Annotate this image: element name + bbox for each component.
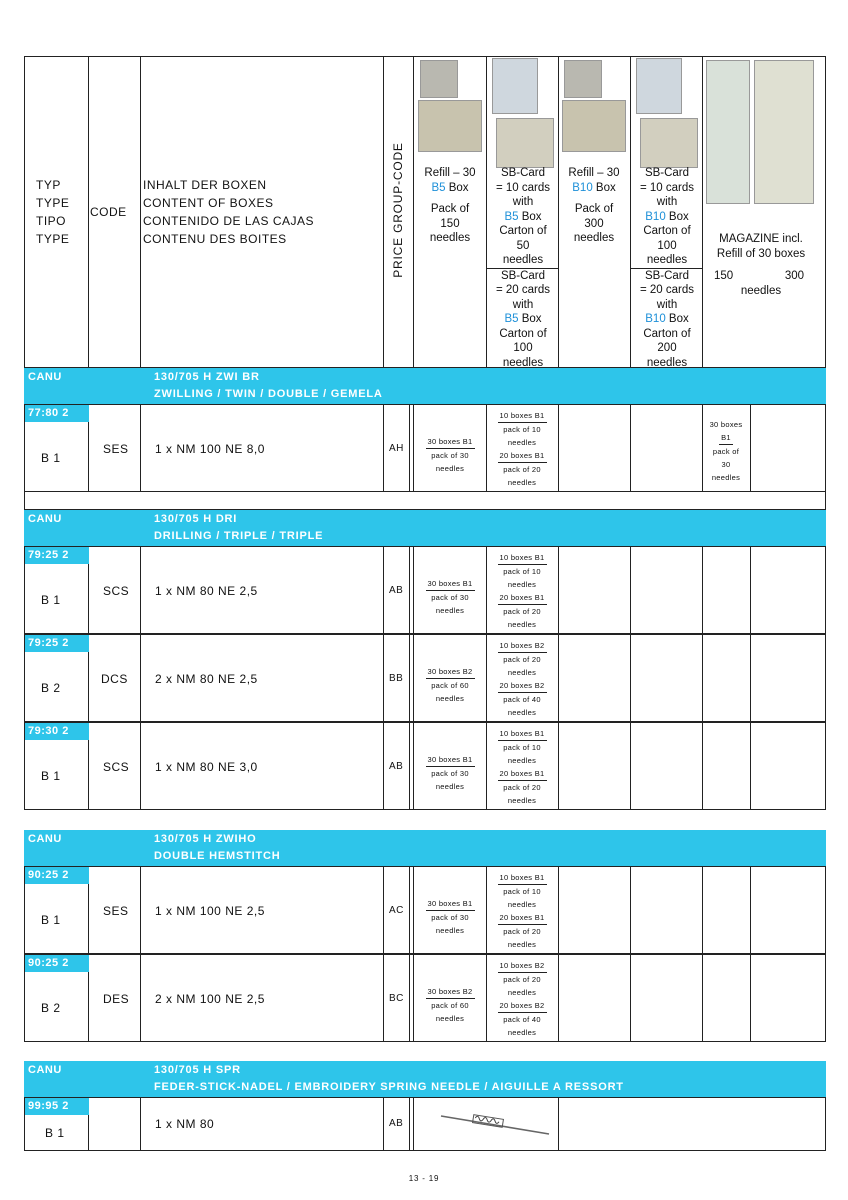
magazine-image — [706, 60, 750, 204]
sb-carton-image — [496, 118, 554, 168]
price-group-cell: BB — [389, 673, 404, 684]
type-cell: B 1 — [41, 451, 61, 465]
article-number: 90:25 2 — [25, 867, 89, 884]
code-label: CODE — [90, 205, 127, 219]
section-bar: CANU 130/705 H ZWIHO DOUBLE HEMSTITCH — [24, 830, 826, 866]
code-cell: SCS — [103, 760, 130, 774]
col2-cell: 10 boxes B1 pack of 10 needles 20 boxes B1 pack of 20 needles — [499, 411, 545, 487]
table-row — [24, 954, 826, 1042]
type-cell: B 1 — [41, 593, 61, 607]
table-row — [24, 634, 826, 722]
price-group-cell: AB — [389, 585, 404, 596]
section-bar: CANU 130/705 H DRI DRILLING / TRIPLE / TRIPLE — [24, 510, 826, 546]
content-cell: 1 x NM 80 — [155, 1117, 215, 1131]
table-row — [24, 722, 826, 810]
section-bar: CANU 130/705 H ZWI BR ZWILLING / TWIN / DOUBLE / GEMELA — [24, 368, 826, 404]
article-number: 99:95 2 — [25, 1098, 89, 1115]
article-number: 77:80 2 — [25, 405, 89, 422]
price-group-cell: AC — [389, 905, 404, 916]
code-cell: DES — [103, 992, 130, 1006]
col1-cell: 30 boxes B1 pack of 30 needles — [427, 579, 473, 615]
table-row — [24, 1097, 826, 1151]
price-group-cell: AB — [389, 761, 404, 772]
price-group-label: PRICE GROUP-CODE — [391, 142, 405, 278]
content-cell: 1 x NM 100 NE 2,5 — [155, 904, 265, 918]
needle-pack-image — [420, 60, 458, 98]
content-cell: 1 x NM 80 NE 2,5 — [155, 584, 258, 598]
article-number: 90:25 2 — [25, 955, 89, 972]
type-cell: B 2 — [41, 1001, 61, 1015]
section-bar: CANU 130/705 H SPR FEDER-STICK-NADEL / EMBROIDERY SPRING NEEDLE / AIGUILLE A RESSORT — [24, 1061, 826, 1097]
type-labels: TYP TYPE TIPO TYPE — [36, 178, 70, 246]
type-cell: B 1 — [45, 1126, 65, 1140]
col1-cell: 30 boxes B2 pack of 60 needles — [427, 667, 473, 703]
col2-cell: 10 boxes B2 pack of 20 needles 20 boxes B2 pack of 40 needles — [499, 641, 545, 717]
magazine-image — [754, 60, 814, 204]
col5-cell: 30 boxes B1 pack of 30 needles — [709, 420, 743, 482]
price-group-cell: AH — [389, 443, 404, 454]
type-cell: B 2 — [41, 681, 61, 695]
needle-pack-image — [564, 60, 602, 98]
spacer-row — [24, 492, 826, 510]
content-cell: 2 x NM 100 NE 2,5 — [155, 992, 265, 1006]
article-number: 79:25 2 — [25, 635, 89, 652]
col2-cell: 10 boxes B1 pack of 10 needles 20 boxes B1 pack of 20 needles — [499, 553, 545, 629]
col1-cell: 30 boxes B1 pack of 30 needles — [427, 437, 473, 473]
col1-cell: 30 boxes B1 pack of 30 needles — [427, 899, 473, 935]
code-cell: SES — [103, 442, 129, 456]
col2-cell: 10 boxes B1 pack of 10 needles 20 boxes B1 pack of 20 needles — [499, 729, 545, 805]
col1-cell: 30 boxes B1 pack of 30 needles — [427, 755, 473, 791]
col2-cell: 10 boxes B1 pack of 10 needles 20 boxes B1 pack of 20 needles — [499, 873, 545, 949]
code-cell: SCS — [103, 584, 130, 598]
article-number: 79:30 2 — [25, 723, 89, 740]
sb-carton-image — [640, 118, 698, 168]
type-cell: B 1 — [41, 913, 61, 927]
code-cell: DCS — [101, 672, 128, 686]
refill-box-image — [562, 100, 626, 152]
article-number: 79:25 2 — [25, 547, 89, 564]
page-number: 13 - 19 — [408, 1174, 440, 1183]
col3-header: Refill – 30 B10 Box Pack of 300 needles — [568, 167, 620, 244]
table-row — [24, 866, 826, 954]
col2-header: SB-Card = 10 cards with B5 Box Carton of 50 needles SB-Card = 20 cards with B5 Box Carton of 100 needles — [487, 166, 559, 370]
sb-card-image — [636, 58, 682, 114]
price-group-cell: BC — [389, 993, 404, 1004]
type-cell: B 1 — [41, 769, 61, 783]
col1-cell: 30 boxes B2 pack of 60 needles — [427, 987, 473, 1023]
content-cell: 2 x NM 80 NE 2,5 — [155, 672, 258, 686]
content-labels: INHALT DER BOXEN CONTENT OF BOXES CONTENIDO DE LAS CAJAS CONTENU DES BOITES — [143, 178, 315, 246]
spring-needle-icon — [437, 1108, 553, 1138]
table-row — [24, 404, 826, 492]
code-cell: SES — [103, 904, 129, 918]
content-cell: 1 x NM 80 NE 3,0 — [155, 760, 258, 774]
col1-header: Refill – 30 B5 Box Pack of 150 needles — [424, 167, 476, 244]
col4-header: SB-Card = 10 cards with B10 Box Carton of 100 needles SB-Card = 20 cards with B10 Box Carton of 200 needles — [631, 166, 703, 370]
content-cell: 1 x NM 100 NE 8,0 — [155, 442, 265, 456]
sb-card-image — [492, 58, 538, 114]
table-row — [24, 546, 826, 634]
col2-cell: 10 boxes B2 pack of 20 needles 20 boxes B2 pack of 40 needles — [499, 961, 545, 1037]
refill-box-image — [418, 100, 482, 152]
col5-header: MAGAZINE incl. Refill of 30 boxes 150 300 needles — [714, 233, 806, 297]
price-group-cell: AB — [389, 1118, 404, 1129]
